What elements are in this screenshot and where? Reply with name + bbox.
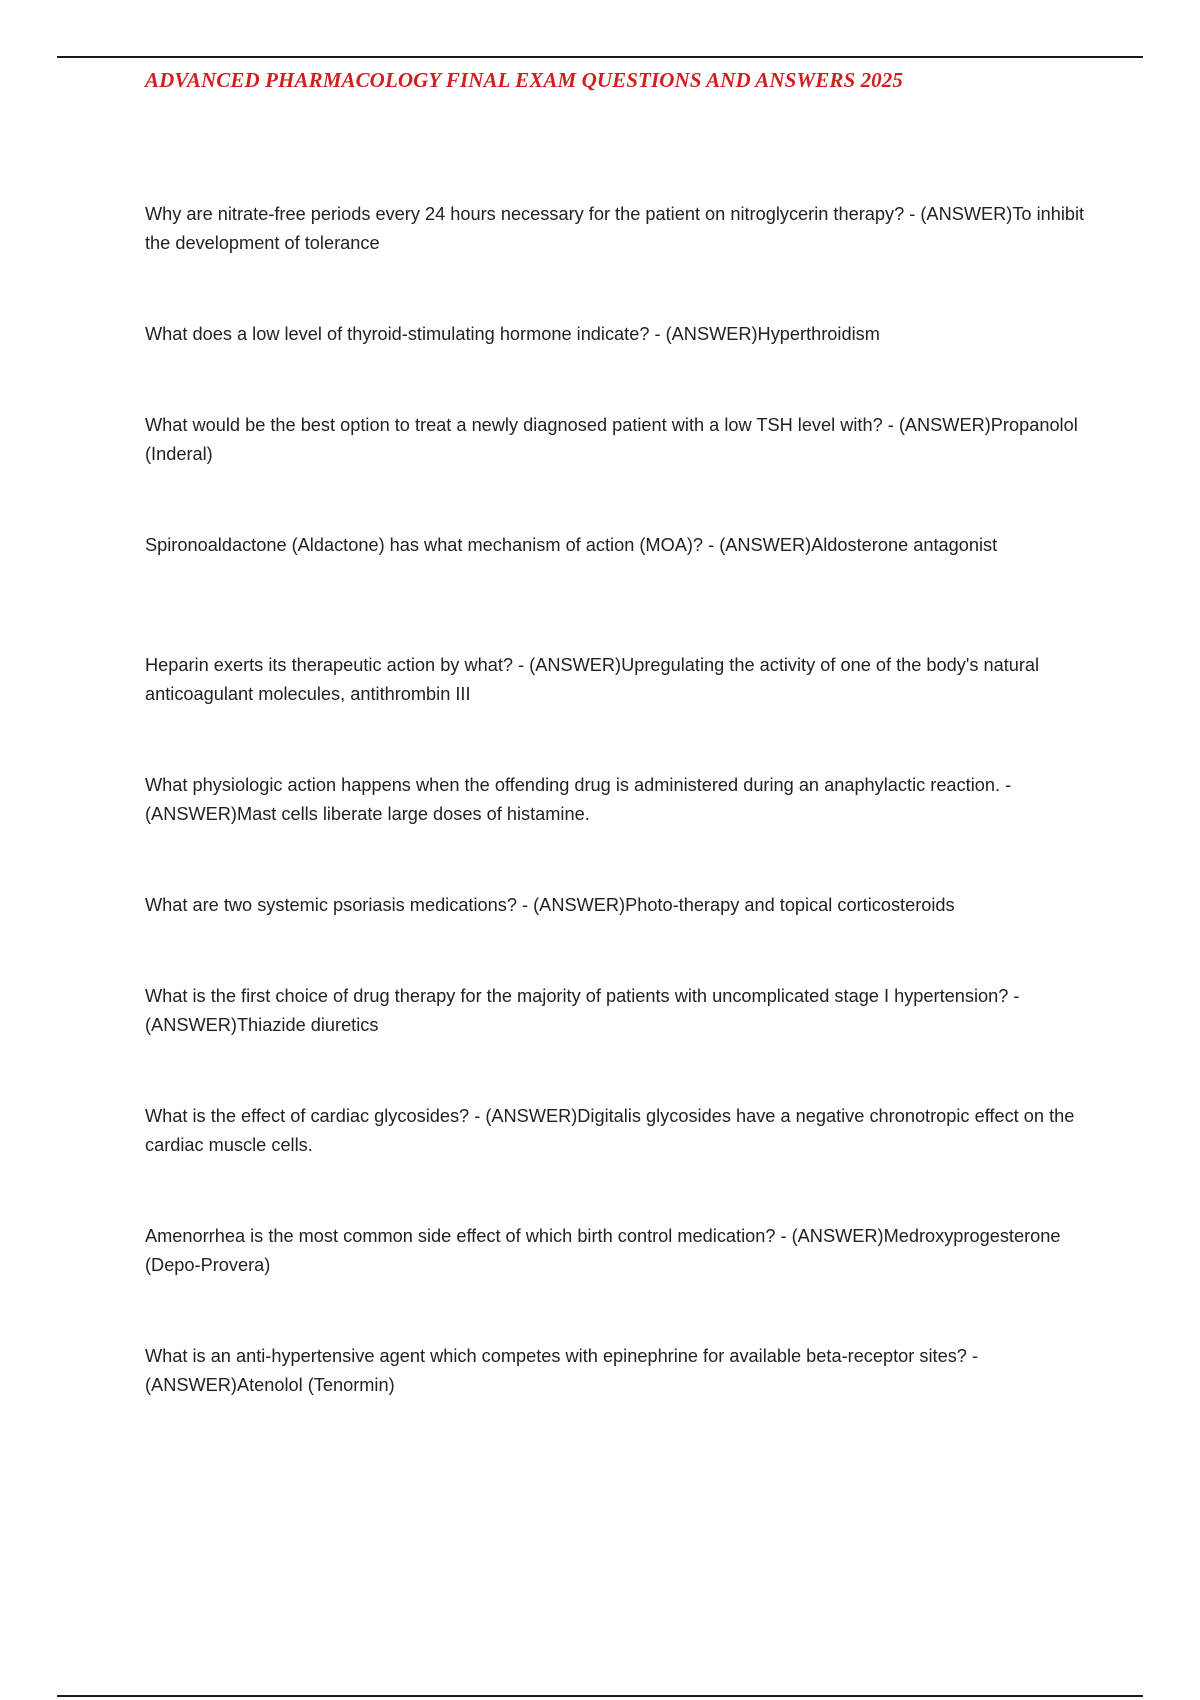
qa-item: What does a low level of thyroid-stimulating hormone indicate? - (ANSWER)Hyperthroidism	[145, 324, 880, 344]
qa-item: What is the effect of cardiac glycosides? - (ANSWER)Digitalis glycosides have a negative chronotropic effect on the cardiac muscle cells.	[145, 1106, 1075, 1155]
qa-item: Why are nitrate-free periods every 24 hours necessary for the patient on nitroglycerin therapy? - (ANSWER)To inhibit the development of tolerance	[145, 204, 1085, 253]
qa-item: What is the first choice of drug therapy for the majority of patients with uncomplicated stage I hypertension? - (ANSWER)Thiazide diuretics	[145, 986, 1020, 1035]
qa-item: What would be the best option to treat a newly diagnosed patient with a low TSH level with? - (ANSWER)Propanolol (Inderal)	[145, 415, 1078, 464]
qa-item: What are two systemic psoriasis medications? - (ANSWER)Photo-therapy and topical corticosteroids	[145, 895, 955, 915]
document-title: ADVANCED PHARMACOLOGY FINAL EXAM QUESTIONS AND ANSWERS 2025	[145, 68, 903, 92]
qa-item: Spironoaldactone (Aldactone) has what mechanism of action (MOA)? - (ANSWER)Aldosterone antagonist	[145, 535, 998, 555]
qa-item: Heparin exerts its therapeutic action by what? - (ANSWER)Upregulating the activity of one of the body's natural anticoagulant molecules, antithrombin III	[145, 655, 1040, 704]
qa-list	[145, 200, 1090, 1462]
qa-item: What is an anti-hypertensive agent which competes with epinephrine for available beta-receptor sites? - (ANSWER)Atenolol (Tenormin)	[145, 1346, 979, 1395]
qa-item: Amenorrhea is the most common side effect of which birth control medication? - (ANSWER)Medroxyprogesterone (Depo-Provera)	[145, 1226, 1061, 1275]
top-divider	[57, 56, 1143, 58]
qa-item: What physiologic action happens when the offending drug is administered during an anaphylactic reaction. - (ANSWER)Mast cells liberate large doses of histamine.	[145, 775, 1012, 824]
bottom-divider	[57, 1695, 1143, 1697]
